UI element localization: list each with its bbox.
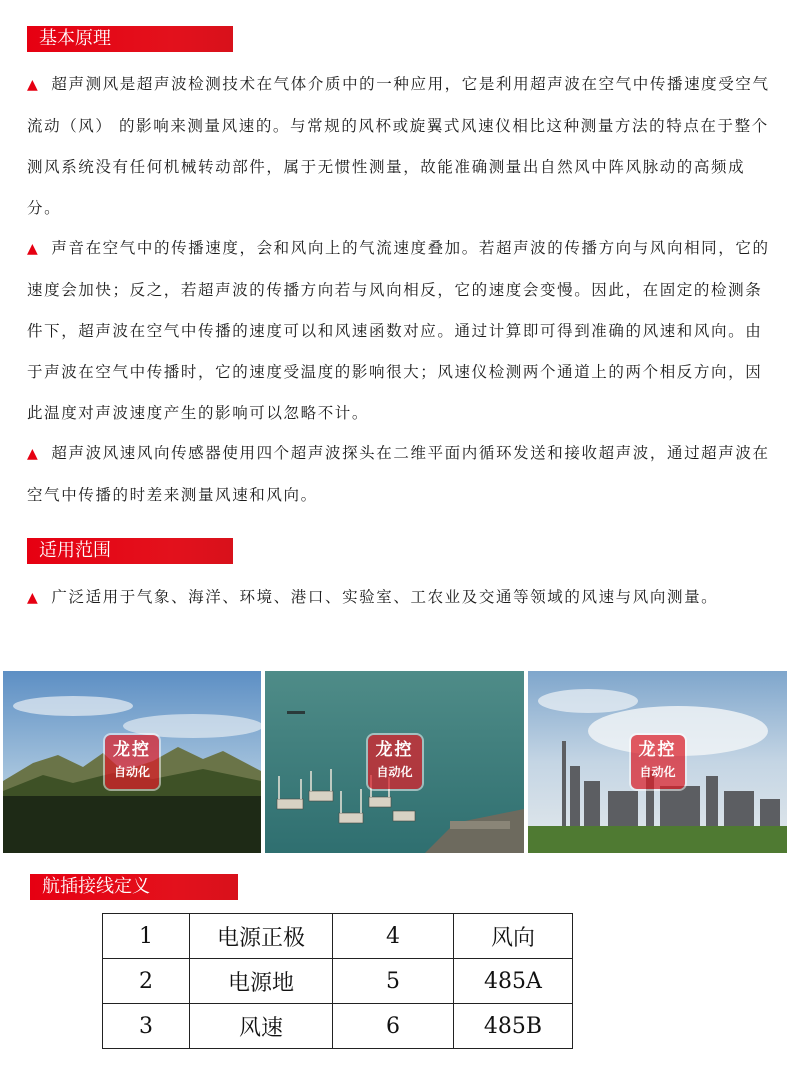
bullet-triangle-icon: ▲ [27,241,40,257]
bullet-triangle-icon: ▲ [27,77,40,93]
principle-paragraph-3: ▲ 超声波风速风向传感器使用四个超声波探头在二维平面内循环发送和接收超声波，通过超声波在空气中传播的时差来测量风速和风向。 [27,444,770,504]
bullet-triangle-icon: ▲ [27,590,40,606]
watermark-logo: 龙控 自动化 [631,735,685,789]
watermark-logo: 龙控 自动化 [368,735,422,789]
pin-number: 4 [333,914,454,959]
watermark-logo: 龙控 自动化 [105,735,159,789]
pin-function: 风速 [190,1004,333,1049]
principle-paragraph-1: ▲ 超声测风是超声波检测技术在气体介质中的一种应用，它是利用超声波在空气中传播速度受空气流动（风） 的影响来测量风速的。与常规的风杯或旋翼式风速仪相比这种测量方法的特点在于整个测风系统没有任何机械转动部件，属于无惯性测量，故能准确测量出自然风中阵风脉动的高频成分。 [27,75,770,217]
wiring-table [102,913,573,1049]
pin-function: 485A [454,959,573,1004]
pin-number: 2 [103,959,190,1004]
section-title-scope: 适用范围 [27,538,233,564]
pin-function: 电源正极 [190,914,333,959]
pin-function: 485B [454,1004,573,1049]
table-row [103,914,573,959]
pin-number: 3 [103,1004,190,1049]
table-row [103,959,573,1004]
pin-function: 电源地 [190,959,333,1004]
pin-number: 1 [103,914,190,959]
scope-paragraph: ▲ 广泛适用于气象、海洋、环境、港口、实验室、工农业及交通等领域的风速与风向测量。 [27,588,719,606]
mountain-landscape-image [3,671,261,853]
section-title-wiring: 航插接线定义 [30,874,238,900]
refinery-image [528,671,787,853]
pin-function: 风向 [454,914,573,959]
principle-paragraph-2: ▲ 声音在空气中的传播速度，会和风向上的气流速度叠加。若超声波的传播方向与风向相同，它的速度会加快；反之，若超声波的传播方向若与风向相反，它的速度会变慢。因此，在固定的检测条件下，超声波在空气中传播的速度可以和风速函数对应。通过计算即可得到准确的风速和风向。由于声波在空气中传播时，它的速度受温度的影响很大；风速仪检测两个通道上的两个相反方向，因此温度对声波速度产生的影响可以忽略不计。 [27,239,770,422]
table-row [103,1004,573,1049]
offshore-rigs-image [265,671,524,853]
pin-number: 5 [333,959,454,1004]
section-title-principle: 基本原理 [27,26,233,52]
bullet-triangle-icon: ▲ [27,446,40,462]
pin-number: 6 [333,1004,454,1049]
